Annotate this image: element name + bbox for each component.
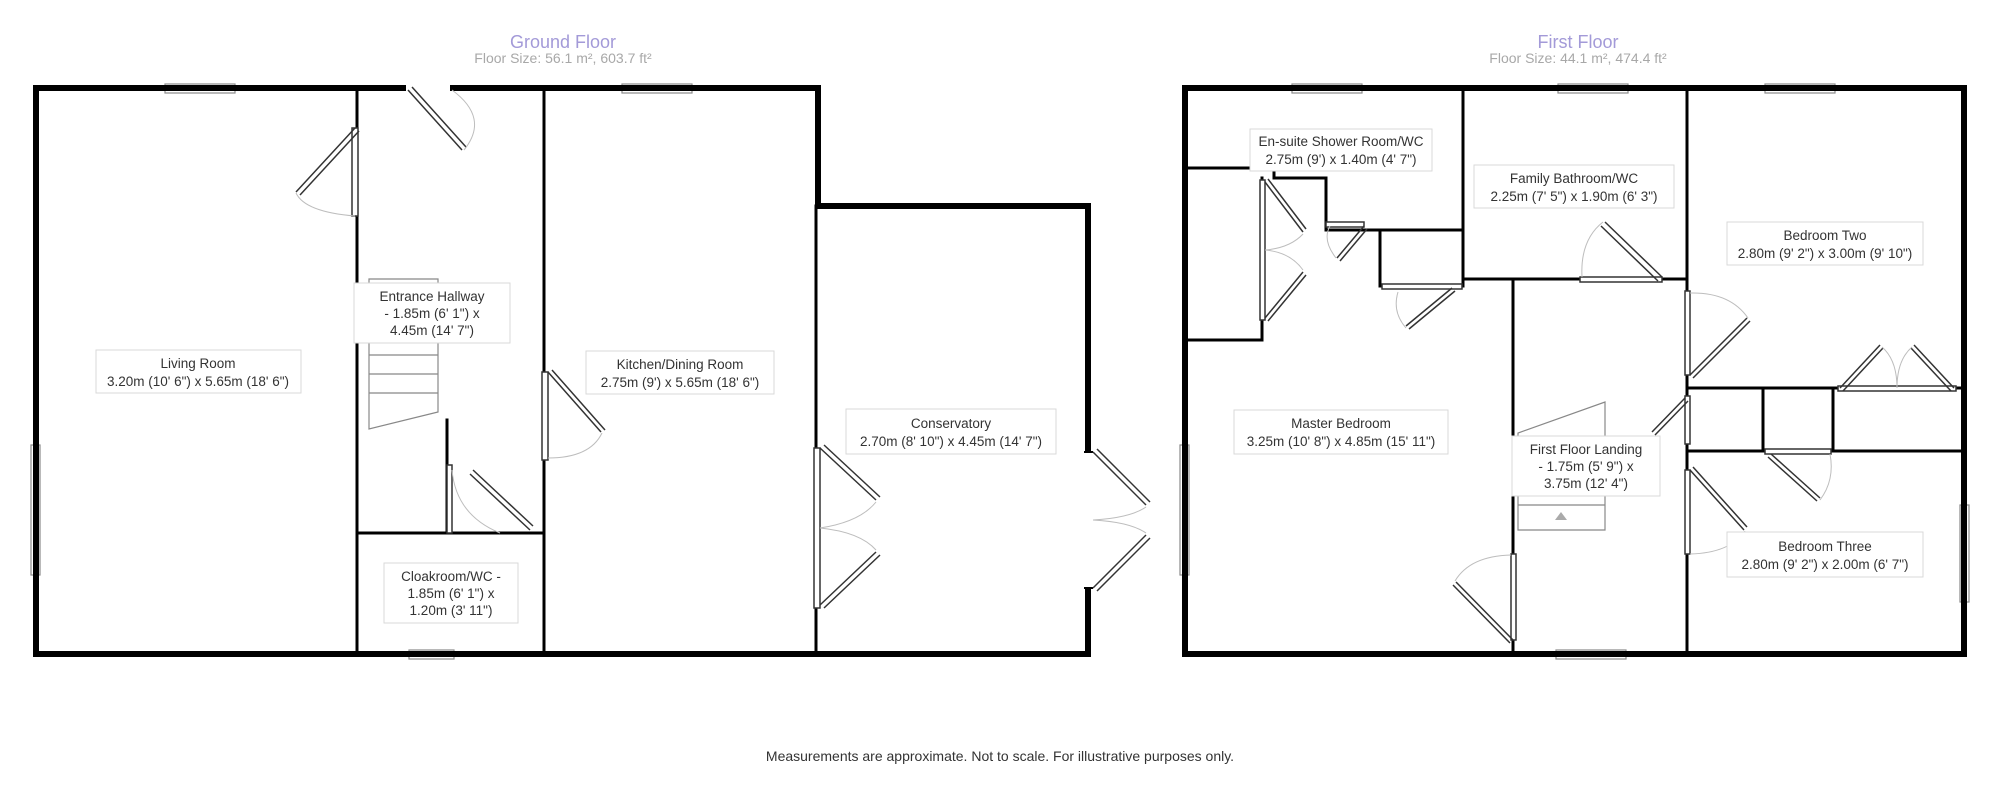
- svg-text:1.20m (3' 11"): 1.20m (3' 11"): [409, 603, 493, 618]
- ground-floor-title: Ground Floor: [509, 32, 617, 52]
- disclaimer-text: Measurements are approximate. Not to scale. For illustrative purposes only.: [765, 748, 1235, 764]
- svg-text:3.25m (10' 8") x 4.85m (15' 11: 3.25m (10' 8") x 4.85m (15' 11"): [1246, 434, 1436, 449]
- svg-text:Entrance Hallway: Entrance Hallway: [379, 289, 485, 304]
- svg-text:2.80m (9' 2") x 3.00m (9' 10"): 2.80m (9' 2") x 3.00m (9' 10"): [1737, 246, 1913, 261]
- door-ensuite-cupboard: [1260, 179, 1306, 321]
- svg-text:- 1.85m (6' 1") x: - 1.85m (6' 1") x: [384, 306, 480, 321]
- svg-text:2.80m (9' 2") x 2.00m (6' 7"): 2.80m (9' 2") x 2.00m (6' 7"): [1741, 557, 1909, 572]
- svg-text:Bedroom Three: Bedroom Three: [1778, 539, 1872, 554]
- svg-text:- 1.75m (5' 9") x: - 1.75m (5' 9") x: [1538, 459, 1634, 474]
- svg-text:2.75m (9') x 5.65m (18' 6"): 2.75m (9') x 5.65m (18' 6"): [600, 375, 760, 390]
- label-bedroom-three: [1727, 532, 1923, 577]
- svg-text:Cloakroom/WC -: Cloakroom/WC -: [401, 569, 501, 584]
- door-living-room: [296, 128, 359, 216]
- label-cloakroom: [384, 563, 518, 623]
- svg-text:2.75m (9') x 1.40m (4' 7"): 2.75m (9') x 1.40m (4' 7"): [1265, 152, 1417, 167]
- svg-text:Living Room: Living Room: [160, 356, 236, 371]
- label-kitchen-dining-room: [586, 351, 774, 394]
- door-family-bathroom: [1580, 222, 1662, 282]
- label-family-bathroom: [1474, 165, 1674, 208]
- door-bedroom-two-wardrobe: [1838, 345, 1956, 391]
- svg-text:Master Bedroom: Master Bedroom: [1291, 416, 1391, 431]
- label-bedroom-two: [1727, 222, 1923, 265]
- door-conservatory-double: [814, 445, 880, 608]
- svg-text:Bedroom Two: Bedroom Two: [1783, 228, 1867, 243]
- door-bedroom-two: [1685, 291, 1750, 378]
- door-conservatory-external: [1093, 449, 1150, 591]
- svg-text:Family Bathroom/WC: Family Bathroom/WC: [1509, 171, 1639, 186]
- svg-text:1.85m (6' 1") x: 1.85m (6' 1") x: [407, 586, 495, 601]
- first-floor-title: First Floor: [1537, 32, 1619, 52]
- label-living-room: [96, 350, 301, 393]
- svg-text:First Floor Landing: First Floor Landing: [1529, 442, 1643, 457]
- svg-text:En-suite Shower Room/WC: En-suite Shower Room/WC: [1258, 134, 1424, 149]
- svg-text:3.20m (10' 6") x 5.65m (18' 6": 3.20m (10' 6") x 5.65m (18' 6"): [106, 374, 290, 389]
- label-conservatory: [846, 409, 1056, 454]
- label-ensuite: [1250, 129, 1432, 171]
- ground-floor-plan: [31, 84, 1150, 659]
- door-gap: [1084, 452, 1093, 588]
- door-ensuite: [1326, 222, 1367, 261]
- label-master-bedroom: [1234, 410, 1448, 454]
- first-floor-plan: [1180, 84, 1969, 659]
- svg-text:Conservatory: Conservatory: [910, 416, 992, 431]
- first-floor-size: Floor Size: 44.1 m², 474.4 ft²: [1489, 50, 1667, 66]
- door-master-bedroom: [1453, 554, 1516, 643]
- label-entrance-hallway: [354, 283, 510, 343]
- svg-text:2.25m (7' 5") x 1.90m (6' 3"): 2.25m (7' 5") x 1.90m (6' 3"): [1490, 189, 1658, 204]
- svg-text:2.70m (8' 10") x 4.45m (14' 7": 2.70m (8' 10") x 4.45m (14' 7"): [859, 434, 1043, 449]
- svg-text:3.75m (12' 4"): 3.75m (12' 4"): [1544, 476, 1628, 491]
- door-bedroom-three-cupboard: [1765, 449, 1831, 501]
- door-front: [408, 87, 475, 150]
- ground-floor-size: Floor Size: 56.1 m², 603.7 ft²: [474, 50, 652, 66]
- svg-text:4.45m (14' 7"): 4.45m (14' 7"): [390, 323, 474, 338]
- svg-text:Kitchen/Dining Room: Kitchen/Dining Room: [616, 357, 744, 372]
- label-first-floor-landing: [1512, 436, 1660, 496]
- door-cloakroom: [447, 465, 533, 533]
- door-master-cupboard: [1382, 284, 1462, 329]
